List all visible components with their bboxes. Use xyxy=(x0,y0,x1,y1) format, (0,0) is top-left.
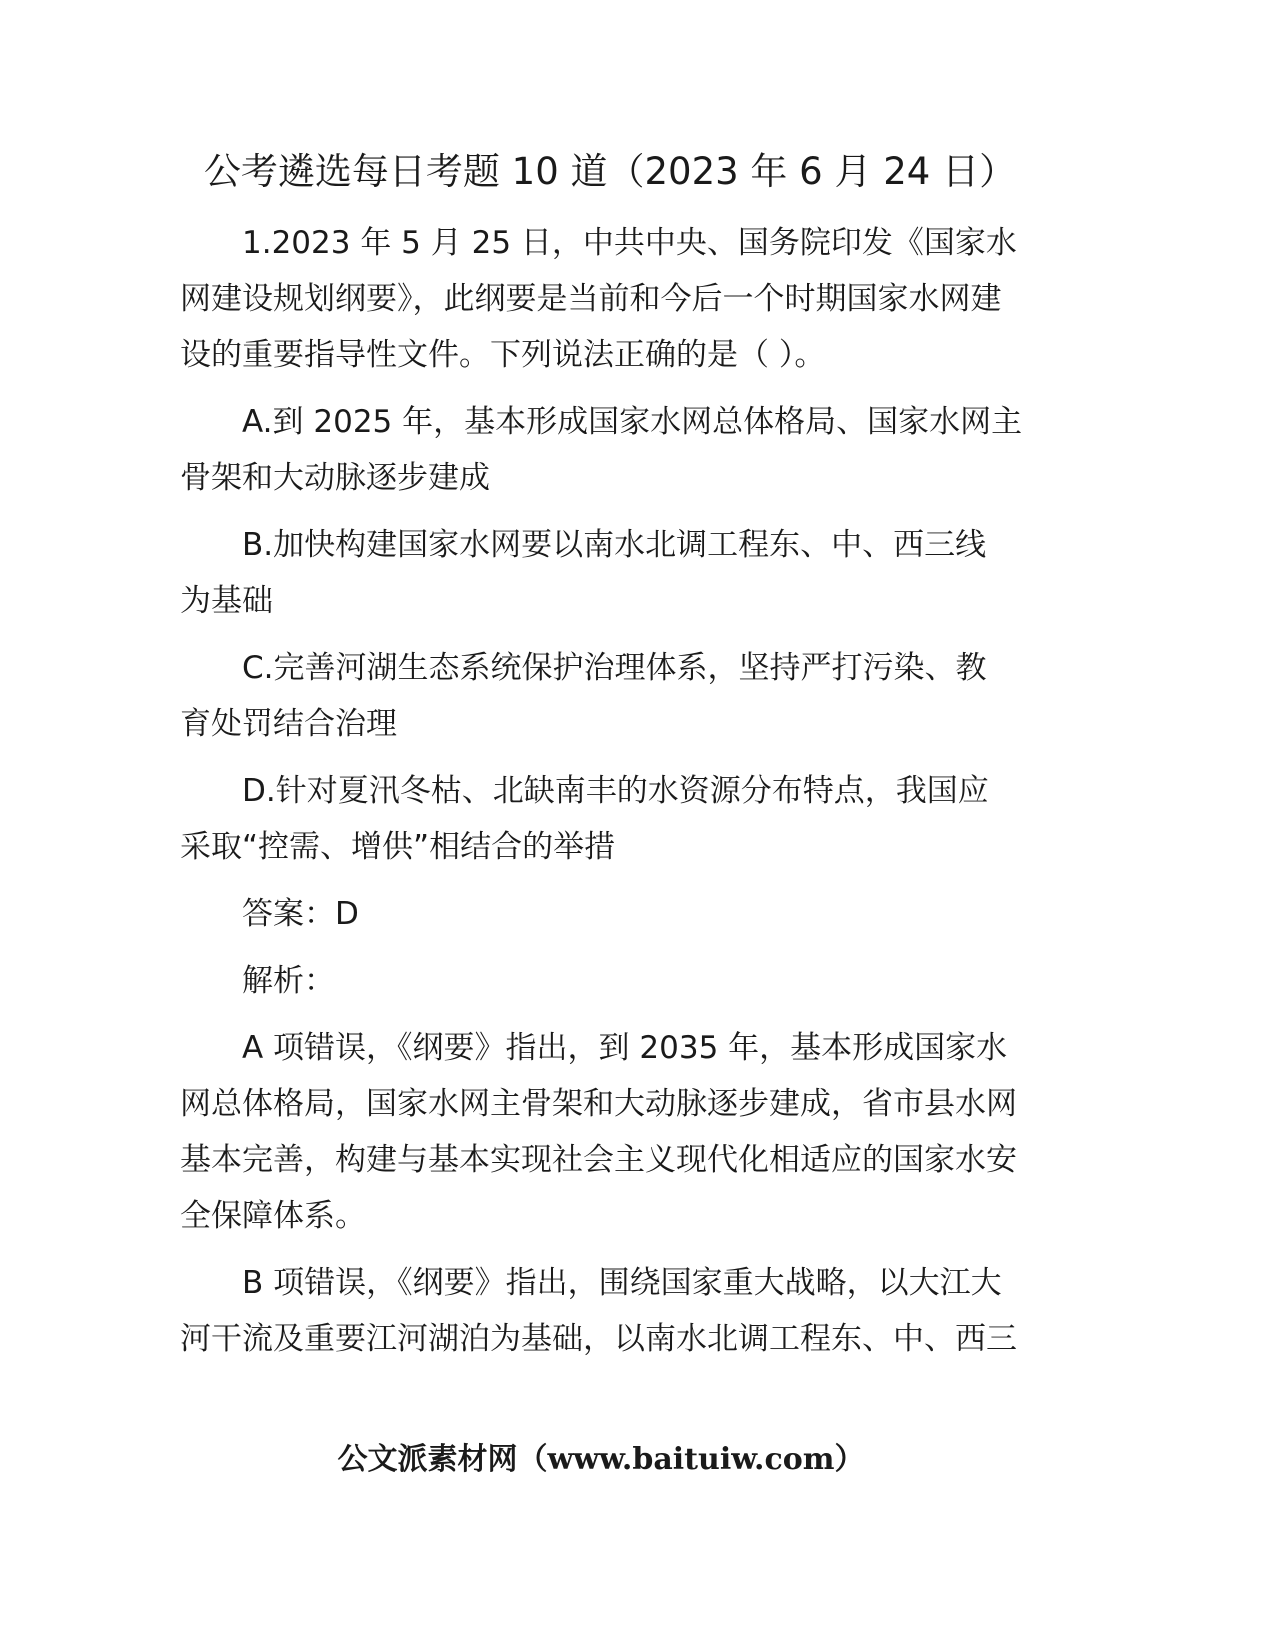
option-a xyxy=(180,394,1085,506)
footer-watermark: 公文派素材网（www.baituiw.com） xyxy=(337,1442,865,1477)
text-line: 采取“控需、增供”相结合的举措 xyxy=(180,829,616,865)
text-line: 河干流及重要江河湖泊为基础，以南水北调工程东、中、西三 xyxy=(180,1321,1017,1357)
text-line: C.完善河湖生态系统保护治理体系，坚持严打污染、教 xyxy=(242,650,987,686)
text-line: D.针对夏汛冬枯、北缺南丰的水资源分布特点，我国应 xyxy=(242,773,989,809)
analysis-option-b xyxy=(180,1255,1085,1367)
text-line: 网建设规划纲要》，此纲要是当前和今后一个时期国家水网建 xyxy=(180,281,1002,317)
option-b xyxy=(180,517,1085,629)
analysis-heading xyxy=(180,953,1085,1009)
option-d xyxy=(180,763,1085,875)
text-line: A 项错误，《纲要》指出，到 2035 年，基本形成国家水 xyxy=(242,1030,1008,1066)
text-line: 全保障体系。 xyxy=(180,1198,366,1234)
text-line: 基本完善，构建与基本实现社会主义现代化相适应的国家水安 xyxy=(180,1142,1017,1178)
analysis-option-a xyxy=(180,1020,1085,1244)
option-c xyxy=(180,640,1085,752)
text-line: A.到 2025 年，基本形成国家水网总体格局、国家水网主 xyxy=(242,404,1023,440)
text-line: 骨架和大动脉逐步建成 xyxy=(180,460,490,496)
text-line: 解析： xyxy=(242,963,335,999)
text-line: 1.2023 年 5 月 25 日，中共中央、国务院印发《国家水 xyxy=(242,225,1017,261)
text-line: 为基础 xyxy=(180,583,273,619)
text-line: 答案：D xyxy=(242,896,359,932)
answer-line xyxy=(180,886,1085,942)
text-line: 设的重要指导性文件。下列说法正确的是（ ）。 xyxy=(180,337,826,373)
text-line: 育处罚结合治理 xyxy=(180,706,397,742)
text-line: B 项错误，《纲要》指出，围绕国家重大战略，以大江大 xyxy=(242,1265,1002,1301)
page-title: 公考遴选每日考题 10 道（2023 年 6 月 24 日） xyxy=(203,150,1017,193)
text-line: 网总体格局，国家水网主骨架和大动脉逐步建成，省市县水网 xyxy=(180,1086,1017,1122)
document-body xyxy=(180,215,1085,1378)
question-stem xyxy=(180,215,1085,383)
text-line: B.加快构建国家水网要以南水北调工程东、中、西三线 xyxy=(242,527,987,563)
